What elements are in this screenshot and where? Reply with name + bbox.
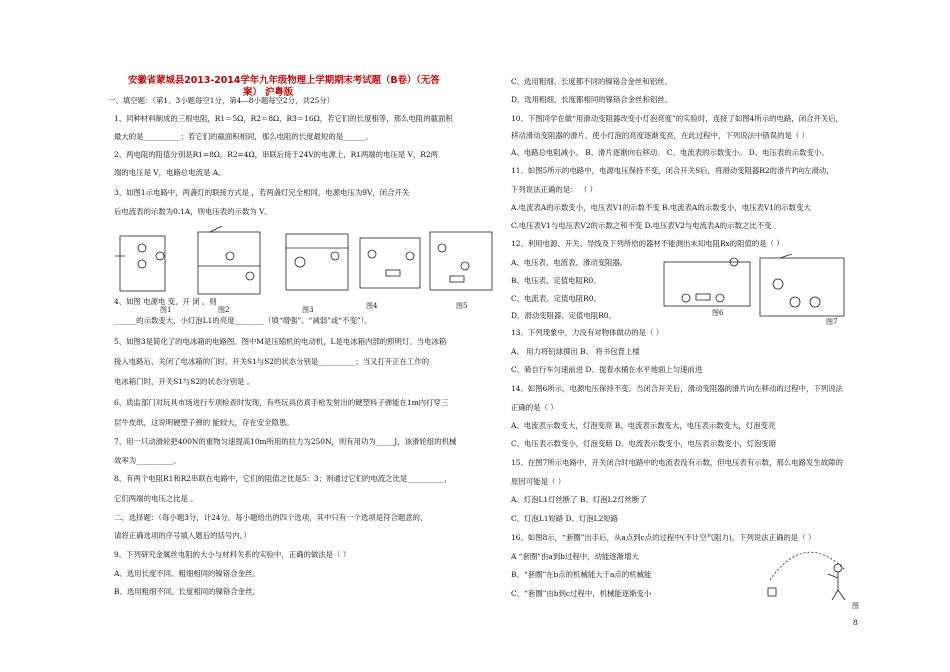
text-line: 端的电压是 V，电路总电流是 A。 <box>114 168 226 177</box>
figure-3-label: 图3 <box>302 306 314 314</box>
text-line: D、滑动变阻器、定值电阻R0。 <box>511 311 616 320</box>
text-line: 7、用一只动滑轮把400N的重物匀速提高10m所用的拉力为250N，则有用功为_____J，该滑轮组的机械 <box>114 437 457 446</box>
text-line: 6、质监部门对玩具市场进行专项检查时发现，有些玩具仿真手枪发射出的硬塑料子弹能在1m内打穿三 <box>114 398 449 407</box>
text-line: C、电流表、定值电阻R0。 <box>511 294 601 303</box>
text-line: A、电流表示数变大，灯泡变亮 B、电流表示数变大，电压表示数变大，灯泡变亮 <box>511 421 776 430</box>
text-line: 12、利用电源、开关、导线及下列所给的器材不能测出未知电阻Rx的阻值的是（ ） <box>511 239 784 248</box>
text-line: A、电路总电阻减小。 B、滑片逐渐向右移动。 C、电流表的示数变小。 D、电压表的示数变小。 <box>511 148 829 157</box>
text-line: 10、下图同学在做“用滑动变阻器改变小灯泡亮度”的实验时，连接了如图4所示的电路，闭合开关后， <box>511 114 844 123</box>
text-line: 移动滑动变阻器的滑片，使小灯泡的亮度逐渐变亮，在此过程中，下列说法中错误的是（ ） <box>511 131 809 140</box>
text-line: C、选用粗细、长度都不同的镍铬合金丝和铝丝。 <box>511 77 672 86</box>
figure-4-label: 图4 <box>366 302 378 310</box>
text-line: A、 用力将铅球掷出 B、 将书包背上楼 <box>511 347 640 356</box>
text-line: 原因可能是（ ） <box>511 477 566 486</box>
text-line: 效率为__________。 <box>114 456 181 465</box>
text-line: 接入电路后，关闭了电冰箱的门时，开关S1与S2的状态分别是__________；当又打开正在工作的 <box>114 357 430 366</box>
figure-4-circuit <box>360 238 420 288</box>
figure-8-ring-toss <box>760 540 860 605</box>
text-line: 一、填空题：（第1、3小题每空1分，第4—8小题每空2分，共25分） <box>108 96 335 105</box>
text-line: 14、如图6所示，电源电压保持不变。当闭合开关后，滑动变阻器的滑片向左移动的过程中，下列说法 <box>511 384 843 393</box>
figure-2-circuit <box>198 226 260 294</box>
text-line: 它们两端的电压之比是 。 <box>114 494 198 503</box>
figure-3-circuit <box>286 234 348 290</box>
text-line: 正确的是（ ） <box>511 403 558 412</box>
figure-7-label: 图7 <box>826 318 838 326</box>
text-line: B、“套圈”在b点的机械能大于a点的机械能 <box>511 570 652 579</box>
text-line: 下列说法正确的是： （ ） <box>511 185 597 194</box>
text-line: 最大的是__________；若它们的截面积相同，那么电阻的长度最短的是______。 <box>114 132 373 141</box>
text-line: 8、有两个电阻R1和R2串联在电路中，它们的阻值之比是5：3；则通过它们的电流之比是__________， <box>114 474 452 483</box>
figure-1-circuit <box>115 236 165 291</box>
circuit-figures-1-5 <box>110 226 500 306</box>
title-line-2: 案） 沪粤版 <box>243 87 294 98</box>
figure-2-label: 图2 <box>218 306 230 314</box>
text-line: 请将正确选项的序号填入题后的括号内。） <box>114 531 251 540</box>
text-line: 后电流表的示数为0.1A，则电压表的示数为 V。 <box>114 207 272 216</box>
title-line-1: 安徽省蒙城县2013-2014学年九年级物理上学期期末考试题（B卷）（无答 <box>128 75 440 86</box>
text-line: D、选用粗细、长度都相同的镍铬合金丝和铝丝。 <box>511 95 673 104</box>
figure-6-circuit <box>664 258 750 306</box>
circuit-figures-6-7 <box>660 254 850 324</box>
text-line: 二、选择题：（每小题3分，计24分。每小题给出的四个选项，其中只有一个选项是符合题意的， <box>114 513 428 522</box>
text-line: A “套圈”由a到b过程中，动能逐渐增大 <box>511 552 639 561</box>
text-line: 15、在图7所示电路中，开关闭合时电路中的电流表没有示数，但电压表有示数，那么电路发生故障的 <box>511 458 843 467</box>
text-line: 电冰箱门时，开关S1与S2的状态分别是 。 <box>114 377 255 386</box>
page-number: 8 <box>853 618 858 627</box>
text-line: B、选用粗细不同、长度相同的镍铬合金丝。 <box>114 587 260 596</box>
text-line: B、电压表、定值电阻R0。 <box>511 276 601 285</box>
text-line: A、选用长度不同、粗细相同的镍铬合金丝。 <box>114 569 260 578</box>
text-line: 16、如图8示，“套圈”出手后，从a点到c点的过程中(不计空气阻力)，下列说法正确的是（ ） <box>511 533 816 542</box>
text-line: 13、下列现象中，力没有对物体做功的是（ ） <box>511 328 664 337</box>
text-line: C.电压表V1与电压表V2的示数之和不变 D.电压表V2与电流表A的示数之比不变 <box>511 221 772 230</box>
text-line: 2、两电阻的阻值分别是R1=8Ω，R2=4Ω，串联后接于24V的电源上，R1两端的电压是 V，R2两 <box>114 150 438 159</box>
text-line: 11、如图5所示的电路中，电源电压保持不变，闭合开关S后，将滑动变阻器R2的滑片P向左滑动， <box>511 166 834 175</box>
figure-1-label: 图1 <box>160 306 172 314</box>
text-line: 3、如图1示电路中，两盏灯的联接方式是 ，若两盏灯完全相同，电源电压为9V，闭合开关 <box>114 188 410 197</box>
figure-5-label: 图5 <box>456 302 468 310</box>
text-line: C、灯泡L1短路 D、灯泡L2短路 <box>511 514 619 523</box>
figure-7-circuit <box>760 254 844 316</box>
text-line: ______的示数变大，小灯泡L1的亮度________（填“增强”、“减弱”或“不变”）。 <box>114 316 372 325</box>
text-line: 层牛皮纸，这说明硬塑子弹的 能较大，存在安全隐患。 <box>114 418 294 427</box>
text-line: 5、如图3是简化了的电冰箱的电路图。图中M是压缩机的电动机，L是电冰箱内部的照明灯。当电冰箱 <box>114 337 447 346</box>
text-line: A.电流表A的示数变小，电压表V1的示数不变 B.电流表A的示数变小，电压表V1的示数变大 <box>511 203 811 212</box>
figure-8-label: 图 <box>852 602 859 610</box>
text-line: C、骑自行车匀速前进 D、提着水桶在水平地面上匀速前进 <box>511 365 703 374</box>
text-line: 9、下列研究金属丝电阻的大小与材料关系的实验中，正确的做法是（ ） <box>114 550 351 559</box>
text-line: 4、如图 电源电 变，开 闭 ，则 <box>114 297 217 306</box>
figure-5-circuit <box>430 232 492 290</box>
text-line: 1、同种材料制成的三根电阻，R1＝5Ω，R2＝8Ω，R3＝16Ω，若它们的长度相等，那么电阻的截面积 <box>114 114 453 123</box>
text-line: C、“套圈”由b到c过程中，机械能逐渐变小 <box>511 589 652 598</box>
text-line: A、灯泡L1灯丝断了 B、灯泡L2灯丝断了 <box>511 495 647 504</box>
figure-6-label: 图6 <box>712 309 724 317</box>
text-line: C、电压表示数变小，灯泡变暗 D、电流表示数变小，电压表示数变小，灯泡变暗 <box>511 439 777 448</box>
text-line: A、电压表、电流表、滑动变阻器。 <box>511 258 628 267</box>
